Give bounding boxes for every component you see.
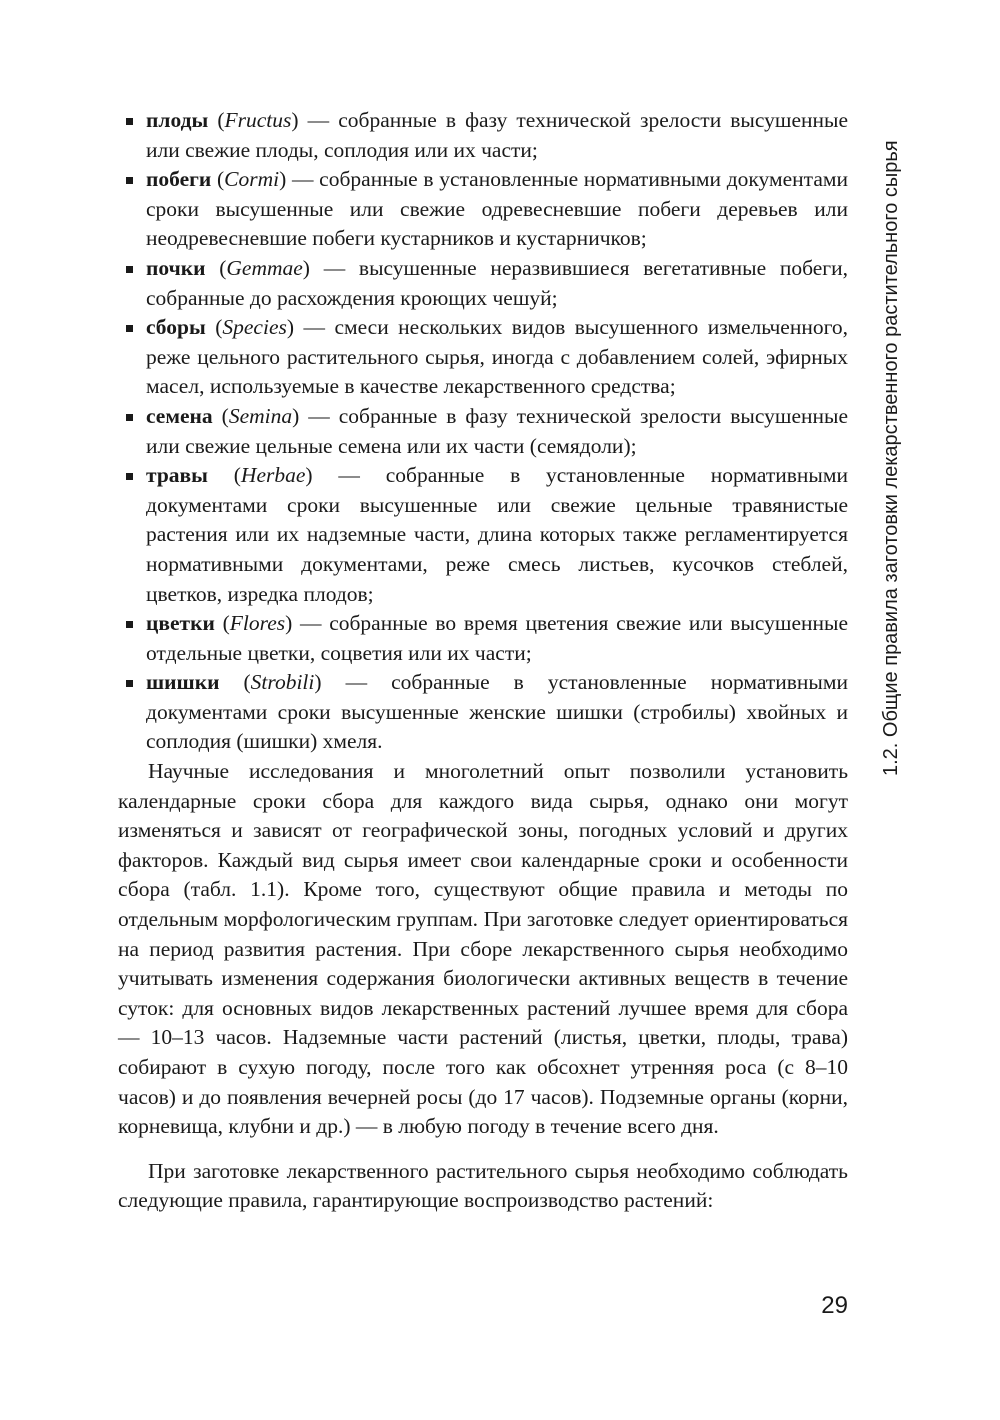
definition-text: — собранные в фазу технической зрелости высушенные или свежие плоды, соплодия или их части; bbox=[146, 108, 848, 162]
bullet-icon bbox=[126, 473, 133, 480]
definition-text: — высушенные неразвившиеся вегетативные побеги, собранные до расхождения кроющих чешуй; bbox=[146, 255, 848, 310]
latin-name: Cormi bbox=[224, 167, 280, 192]
definition-text: — собранные в установленные нормативными документами сроки высушенные или свежие одревесневшие побеги деревьев или неодревесневшие побеги кустарников и кустарничков; bbox=[146, 167, 848, 251]
term: семена bbox=[146, 403, 213, 428]
list-item: травы (Herbae) — собранные в установленные нормативными документами сроки высушенные или свежие цельные травянистые растения или их надземные части, длина которых также регламентируется нормативными документами, реже смесь листьев, кусочков стеблей, цветков, изредка плодов; bbox=[118, 461, 848, 609]
definition-text: — собранные в установленные нормативными документами сроки высушенные или свежие цельные травянистые растения или их надземные части, длина которых также регламентируется нормативными документами, реже смесь листьев, кусочков стеблей, цветков, изредка плодов; bbox=[146, 463, 848, 606]
definition-text: — собранные в фазу технической зрелости высушенные или свежие цельные семена или их части (семядоли); bbox=[146, 403, 848, 458]
bullet-icon bbox=[126, 325, 133, 332]
term: цветки bbox=[146, 611, 215, 636]
latin-name: Herbae bbox=[240, 463, 306, 488]
bullet-icon bbox=[126, 680, 133, 687]
term: плоды bbox=[146, 108, 209, 132]
bullet-icon bbox=[126, 118, 133, 125]
list-item: семена (Semina) — собранные в фазу технической зрелости высушенные или свежие цельные семена или их части (семядоли); bbox=[118, 402, 848, 461]
definition-text: — собранные во время цветения свежие или высушенные отдельные цветки, соцветия или их части; bbox=[146, 611, 848, 665]
latin-name: Semina bbox=[228, 403, 293, 428]
list-item: побеги (Cormi) — собранные в установленные нормативными документами сроки высушенные или свежие одревесневшие побеги деревьев или неодревесневшие побеги кустарников и кустарничков; bbox=[118, 165, 848, 254]
definition-text: — смеси нескольких видов высушенного измельченного, реже цельного растительного сырья, иногда с добавлением солей, эфирных масел, используемые в качестве лекарственного средства; bbox=[146, 315, 848, 399]
definition-list bbox=[118, 106, 848, 757]
body-paragraph: Научные исследования и многолетний опыт позволили установить календарные сроки сбора для каждого вида сырья, однако они могут изменяться и зависят от географической зоны, погодных условий и других факторов. Каждый вид сырья имеет свои календарные сроки и особенности сбора (табл. 1.1). Кроме того, существуют общие правила и методы по отдельным морфологическим группам. При заготовке следует ориентироваться на период развития растения. При сборе лекарственного сырья необходимо учитывать изменения содержания биологически активных веществ в течение суток: для основных видов лекарственных растений лучшее время для сбора — 10–13 часов. Надземные части растений (листья, цветки, плоды, трава) собирают в сухую погоду, после того как обсохнет утренняя роса (с 8–10 часов) и до появления вечерней росы (до 17 часов). Подземные органы (корни, корневища, клубни и др.) — в любую погоду в течение всего дня. bbox=[118, 759, 848, 1139]
bullet-icon bbox=[126, 177, 133, 184]
definition-text: — собранные в установленные нормативными документами сроки высушенные женские шишки (стробилы) хвойных и соплодия (шишки) хмеля. bbox=[146, 670, 848, 754]
bullet-icon bbox=[126, 621, 133, 628]
bullet-icon bbox=[126, 414, 133, 421]
list-item: шишки (Strobili) — собранные в установленные нормативными документами сроки высушенные женские шишки (стробилы) хвойных и соплодия (шишки) хмеля. bbox=[118, 668, 848, 757]
latin-name: Fructus bbox=[224, 108, 292, 132]
term: сборы bbox=[146, 315, 206, 340]
term: травы bbox=[146, 463, 208, 488]
page-content bbox=[118, 106, 848, 1216]
latin-name: Gemmae bbox=[226, 255, 303, 280]
list-item: плоды (Fructus) — собранные в фазу технической зрелости высушенные или свежие плоды, соплодия или их части; bbox=[118, 106, 848, 165]
page-number: 29 bbox=[821, 1292, 848, 1319]
bullet-icon bbox=[126, 266, 133, 273]
latin-name: Species bbox=[222, 315, 287, 340]
latin-name: Strobili bbox=[250, 670, 315, 695]
latin-name: Flores bbox=[229, 611, 286, 636]
term: шишки bbox=[146, 670, 220, 695]
list-item: цветки (Flores) — собранные во время цветения свежие или высушенные отдельные цветки, соцветия или их части; bbox=[118, 609, 848, 668]
term: почки bbox=[146, 255, 206, 280]
list-item: почки (Gemmae) — высушенные неразвившиеся вегетативные побеги, собранные до расхождения кроющих чешуй; bbox=[118, 254, 848, 313]
running-header: 1.2. Общие правила заготовки лекарственного растительного сырья bbox=[880, 140, 902, 776]
body-paragraph: При заготовке лекарственного растительного сырья необходимо соблюдать следующие правила, гарантирующие воспроизводство растений: bbox=[118, 1158, 848, 1213]
list-item: сборы (Species) — смеси нескольких видов высушенного измельченного, реже цельного растительного сырья, иногда с добавлением солей, эфирных масел, используемые в качестве лекарственного средства; bbox=[118, 313, 848, 402]
term: побеги bbox=[146, 167, 212, 192]
